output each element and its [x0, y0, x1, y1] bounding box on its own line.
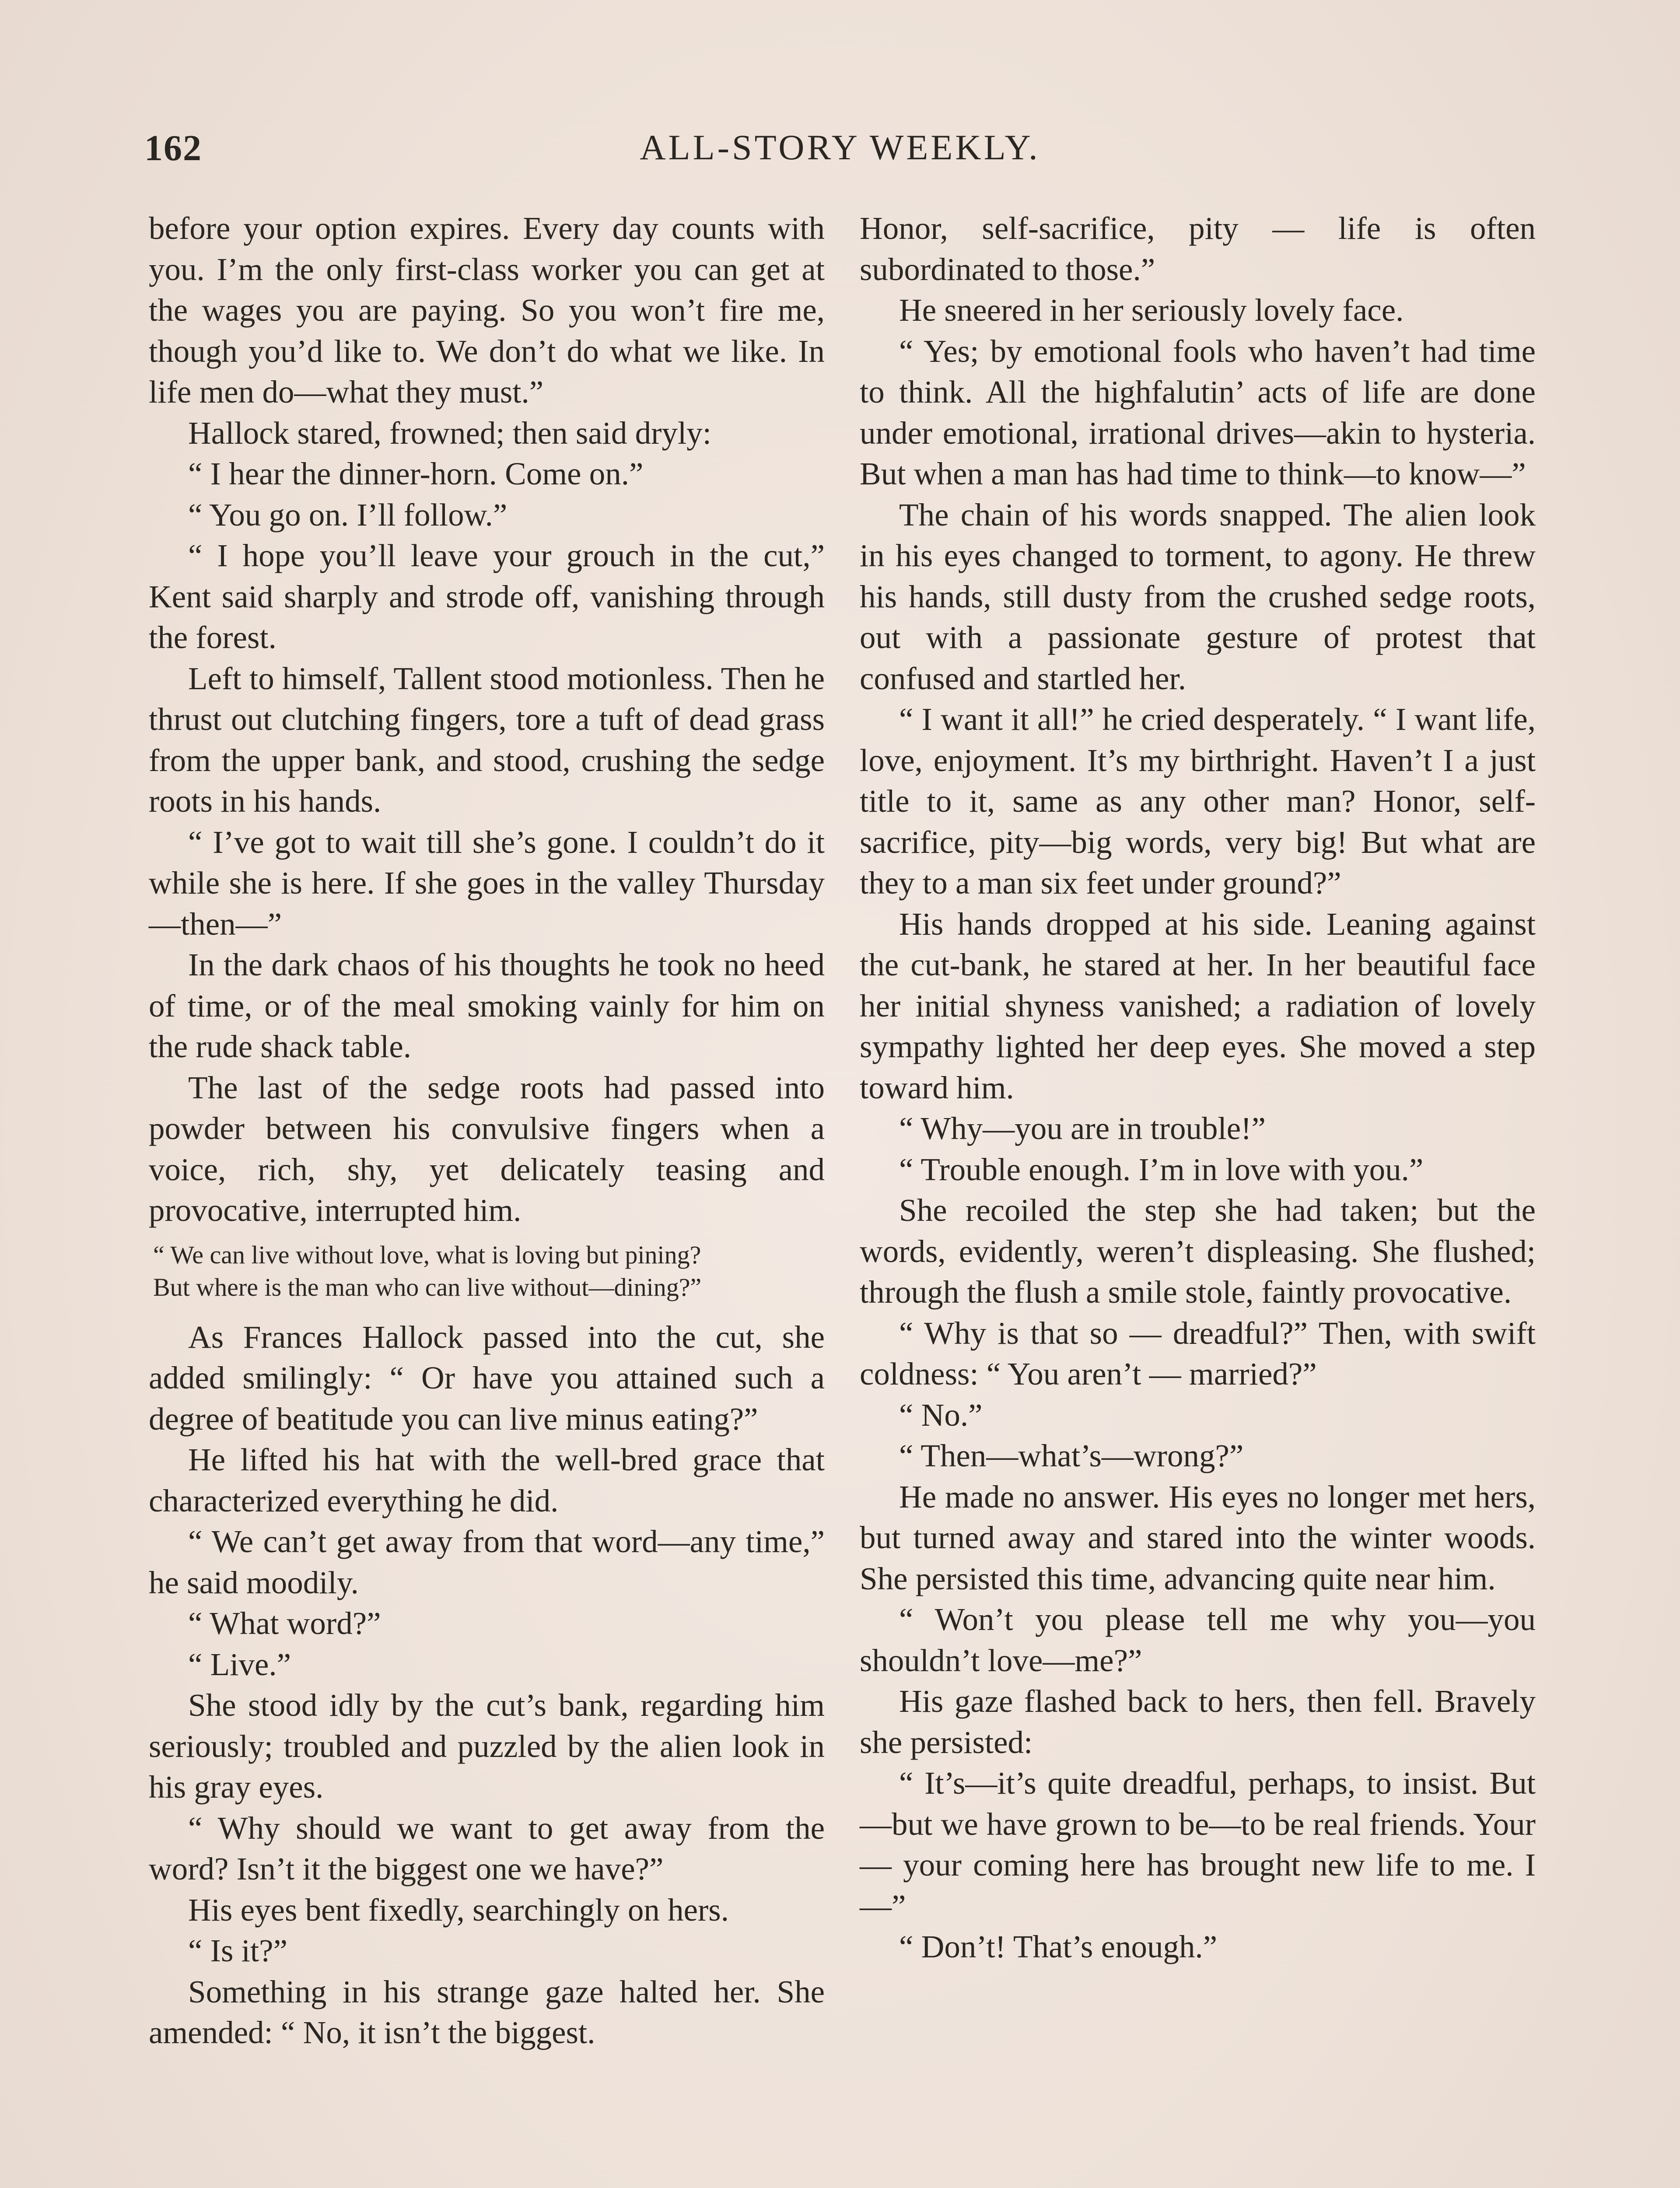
paragraph: “ It’s—it’s quite dreadful, perhaps, to insist. But—but we have grown to be—to be real friends. Your — your coming here has brought new life to me. I—”	[860, 1765, 1536, 1924]
paragraph: “ Why is that so — dreadful?” Then, with swift coldness: “ You aren’t — married?”	[860, 1315, 1536, 1392]
paragraph: “ I’ve got to wait till she’s gone. I couldn’t do it while she is here. If she goes in the valley Thursday—then—”	[149, 824, 825, 942]
paragraph: “ Won’t you please tell me why you—you shouldn’t love—me?”	[860, 1602, 1536, 1678]
paragraph: Left to himself, Tallent stood motionless. Then he thrust out clutching fingers, tore a tuft of dead grass from the upper bank, and stood, crushing the sedge roots in his hands.	[149, 660, 825, 819]
paragraph: She recoiled the step she had taken; but the words, evidently, weren’t displeasing. She flushed; through the flush a smile stole, faintly provocative.	[860, 1192, 1536, 1310]
paragraph: He lifted his hat with the well-bred grace that characterized everything he did.	[149, 1442, 825, 1518]
paragraph: “ You go on. I’ll follow.”	[188, 497, 508, 533]
paragraph: Hallock stared, frowned; then said dryly:	[188, 415, 712, 451]
page-number: 162	[144, 128, 202, 168]
paragraph: His hands dropped at his side. Leaning against the cut-bank, he stared at her. In her beautiful face her initial shyness vanished; a radiation of lovely sympathy lighted her deep eyes. She moved a step toward him.	[860, 906, 1536, 1105]
paragraph: “ We can’t get away from that word—any time,” he said moodily.	[149, 1524, 825, 1600]
paragraph: His eyes bent fixedly, searchingly on hers.	[188, 1892, 729, 1928]
paragraph: “ Why—you are in trouble!”	[899, 1111, 1266, 1146]
paragraph: “ I hope you’ll leave your grouch in the cut,” Kent said sharply and strode off, vanishing through the forest.	[149, 538, 825, 655]
paragraph: “ I hear the dinner-horn. Come on.”	[188, 456, 644, 491]
left-column	[149, 208, 825, 2053]
paragraph: before your option expires. Every day counts with you. I’m the only first-class worker you can get at the wages you are paying. So you won’t fire me, though you’d like to. We don’t do what we like. In life men do—what they must.”	[149, 210, 825, 410]
paragraph: The last of the sedge roots had passed into powder between his convulsive fingers when a voice, rich, shy, yet delicately teasing and provocative, interrupted him.	[149, 1069, 825, 1228]
paragraph: He made no answer. His eyes no longer met hers, but turned away and stared into the winter woods. She persisted this time, advancing quite near him.	[860, 1479, 1536, 1596]
verse-line: “ We can live without love, what is loving but pining?	[153, 1240, 701, 1269]
running-title: ALL-STORY WEEKLY.	[640, 127, 1040, 167]
paragraph: “ Why should we want to get away from the word? Isn’t it the biggest one we have?”	[149, 1810, 825, 1886]
paragraph: The chain of his words snapped. The alien look in his eyes changed to torment, to agony. He threw his hands, still dusty from the crushed sedge roots, out with a passionate gesture of protest that confused and startled her.	[860, 497, 1536, 696]
paragraph: He sneered in her seriously lovely face.	[899, 292, 1404, 328]
paragraph: “ Is it?”	[188, 1933, 287, 1968]
verse-line: But where is the man who can live without—dining?”	[153, 1273, 702, 1301]
right-column	[860, 208, 1536, 1967]
paragraph: “ Live.”	[188, 1646, 291, 1682]
page-header	[144, 127, 1536, 179]
paragraph: “ Don’t! That’s enough.”	[899, 1929, 1218, 1964]
paragraph: “ Yes; by emotional fools who haven’t had time to think. All the highfalutin’ acts of life are done under emotional, irrational drives—akin to hysteria. But when a man has had time to think—to know—”	[860, 333, 1536, 491]
paragraph: She stood idly by the cut’s bank, regarding him seriously; troubled and puzzled by the alien look in his gray eyes.	[149, 1687, 825, 1805]
paragraph: His gaze flashed back to hers, then fell. Bravely she persisted:	[860, 1683, 1536, 1760]
paragraph: “ No.”	[899, 1397, 983, 1433]
paragraph: “ What word?”	[188, 1606, 381, 1641]
paragraph: “ Trouble enough. I’m in love with you.”	[899, 1151, 1424, 1187]
paragraph: As Frances Hallock passed into the cut, she added smilingly: “ Or have you attained such a degree of beatitude you can live minus eating?”	[149, 1319, 825, 1437]
paragraph: Something in his strange gaze halted her. She amended: “ No, it isn’t the biggest.	[149, 1974, 825, 2050]
paragraph: “ I want it all!” he cried desperately. “ I want life, love, enjoyment. It’s my birthright. Haven’t I a just title to it, same as any other man? Honor, self-sacrifice, pity—big words, very big! But what are they to a man six feet under ground?”	[860, 701, 1536, 901]
paragraph: Honor, self-sacrifice, pity — life is often subordinated to those.”	[860, 210, 1536, 287]
verse-quotation	[149, 1239, 825, 1304]
paragraph: “ Then—what’s—wrong?”	[899, 1438, 1244, 1473]
paragraph: In the dark chaos of his thoughts he took no heed of time, or of the meal smoking vainly for him on the rude shack table.	[149, 947, 825, 1064]
